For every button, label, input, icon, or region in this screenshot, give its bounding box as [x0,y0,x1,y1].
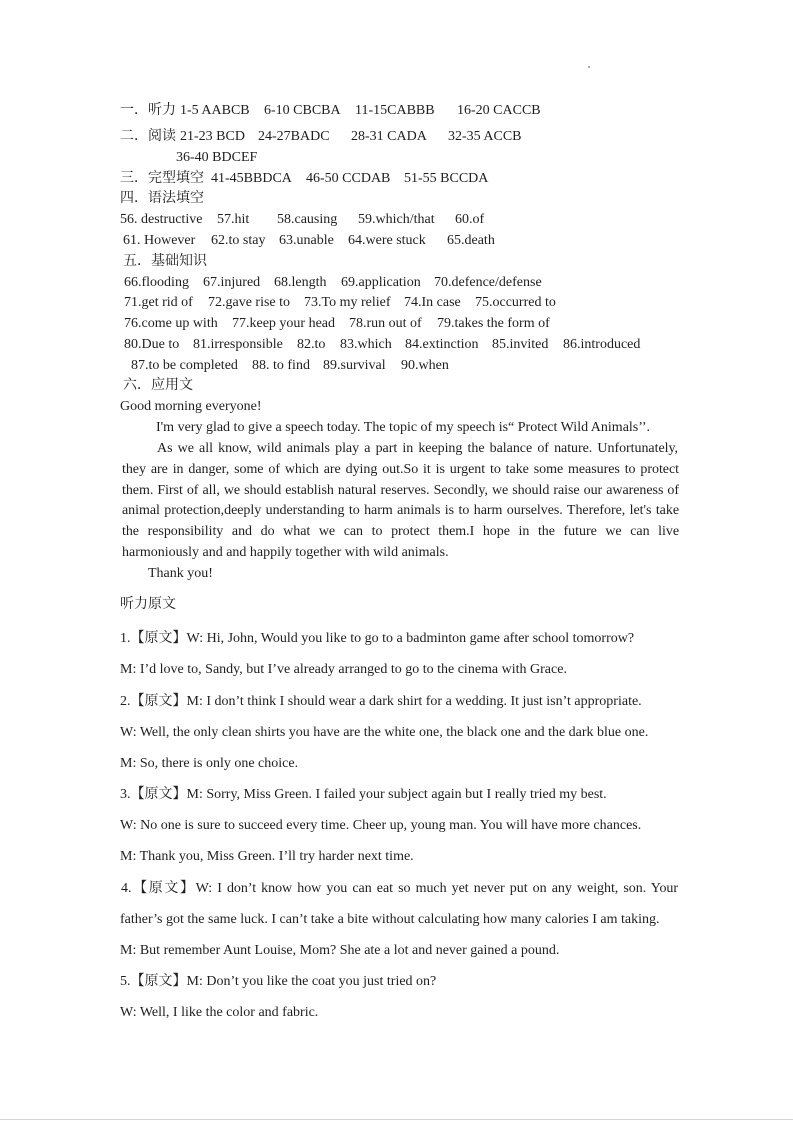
transcript-row [0,785,793,805]
section-label-reading: 二．阅读 [120,129,176,144]
speech-body-line: they are in danger, some of which are dying out.So it is urgent to take some measures to protect [122,462,679,477]
basics-answers-row-2 [0,293,793,313]
transcript-row [0,629,793,649]
transcript-row [0,972,793,992]
basics-answer: 89.survival [323,358,386,373]
listening-answer-group: 1-5 AABCB [180,103,250,118]
grammar-answer: 56. destructive [120,212,203,227]
basics-answer: 79.takes the form of [437,316,550,331]
basics-answer: 68.length [274,275,327,290]
section-label-cloze: 三．完型填空 [120,171,204,186]
transcript-line: M: Thank you, Miss Green. I’ll try harder next time. [120,849,414,864]
transcript-line: M: So, there is only one choice. [120,756,299,771]
speech-body-line: the responsibility and do what we can to protect them.I hope in the future we can live [122,524,679,539]
speech-intro-row [0,418,793,438]
basics-heading-row [0,252,793,272]
basics-answer: 83.which [340,337,392,352]
grammar-answer: 60.of [455,212,485,227]
cloze-answer-group: 46-50 CCDAB [306,171,391,186]
cloze-answers-row [0,169,793,189]
basics-answers-row-4 [0,335,793,355]
basics-answer: 66.flooding [124,275,189,290]
transcript-row [0,754,793,774]
basics-answers-row-1 [0,273,793,293]
transcript-row [0,941,793,961]
listening-answer-group: 6-10 CBCBA [264,103,341,118]
writing-heading-row [0,376,793,396]
transcript-line: M: But remember Aunt Louise, Mom? She ate a lot and never gained a pound. [120,943,560,958]
reading-answer-group: 28-31 CADA [351,129,427,144]
transcript-row [0,723,793,743]
basics-answer: 81.irresponsible [193,337,283,352]
transcript-line: W: No one is sure to succeed every time. Cheer up, young man. You will have more chances. [120,818,642,833]
speech-body-last-row [0,543,793,563]
grammar-answer: 61. However [123,233,196,248]
grammar-answer: 59.which/that [358,212,435,227]
transcript-row [0,816,793,836]
listening-answer-group: 11-15CABBB [355,103,435,118]
speech-intro: I'm very glad to give a speech today. The topic of my speech is“ Protect Wild Animals’’. [156,420,651,435]
basics-answer: 87.to be completed [131,358,238,373]
speech-closing: Thank you! [148,566,213,581]
speech-body-line: them. First of all, we should establish natural reserves. Secondly, we should raise our awareness of [122,483,679,498]
speech-closing-row [0,564,793,584]
reading-answer-group: 36-40 BDCEF [176,150,258,165]
section-label-writing: 六．应用文 [123,378,193,393]
basics-answer: 80.Due to [124,337,180,352]
basics-answer: 72.gave rise to [208,295,291,310]
grammar-answer: 63.unable [279,233,334,248]
reading-answer-group: 21-23 BCD [180,129,245,144]
transcript-line: 2.【原文】M: I don’t think I should wear a dark shirt for a wedding. It just isn’t appropriate. [120,694,642,709]
basics-answer: 90.when [401,358,449,373]
section-label-listening: 一．听力 [120,103,176,118]
basics-answer: 75.occurred to [475,295,556,310]
grammar-answer: 65.death [447,233,495,248]
transcript-line: 4.【原文】W: I don’t know how you can eat so much yet never put on any weight, son. Your [121,881,678,896]
transcript-row [0,692,793,712]
grammar-answer: 58.causing [277,212,338,227]
grammar-answer: 62.to stay [211,233,266,248]
transcript-line: W: Well, the only clean shirts you have are the white one, the black one and the dark blue one. [120,725,649,740]
basics-answer: 82.to [297,337,326,352]
basics-answer: 67.injured [203,275,261,290]
basics-answers-row-3 [0,314,793,334]
transcript-line: W: Well, I like the color and fabric. [120,1005,319,1020]
reading-answers-row-2 [0,148,793,168]
grammar-answer: 64.were stuck [348,233,426,248]
transcript-row [0,1003,793,1023]
listening-answer-group: 16-20 CACCB [457,103,541,118]
basics-answer: 84.extinction [405,337,479,352]
section-label-basics: 五．基础知识 [123,254,207,269]
speech-body-line: animal protection,deeply understanding to harm animals is to harm ourselves. Therefore, let's take [122,503,679,518]
transcript-line: 3.【原文】M: Sorry, Miss Green. I failed your subject again but I really tried my best. [120,787,607,802]
transcript-row [0,660,793,680]
transcript-row [0,910,793,930]
basics-answer: 69.application [341,275,421,290]
transcript-line: 1.【原文】W: Hi, John, Would you like to go to a badminton game after school tomorrow? [120,631,635,646]
basics-answer: 73.To my relief [304,295,391,310]
grammar-answers-row-2 [0,231,793,251]
reading-answers-row [0,127,793,147]
basics-answer: 86.introduced [563,337,641,352]
speech-greeting: Good morning everyone! [120,399,262,414]
basics-answer: 76.come up with [124,316,218,331]
page-bottom-rule [0,1119,793,1120]
listening-answers-row [0,101,793,121]
speech-body-line: As we all know, wild animals play a part in keeping the balance of nature. Unfortunately, [157,441,678,456]
page-corner-mark [588,66,590,68]
cloze-answer-group: 41-45BBDCA [211,171,292,186]
section-label-grammar: 四．语法填空 [120,191,204,206]
grammar-answers-row-1 [0,210,793,230]
transcript-title-row [0,595,793,615]
grammar-heading-row [0,189,793,209]
transcript-line: 5.【原文】M: Don’t you like the coat you just tried on? [120,974,437,989]
basics-answer: 74.In case [404,295,461,310]
reading-answer-group: 32-35 ACCB [448,129,522,144]
cloze-answer-group: 51-55 BCCDA [404,171,489,186]
basics-answer: 77.keep your head [232,316,336,331]
speech-body-line: harmoniously and and happily together with wild animals. [122,545,449,560]
basics-answers-row-5 [0,356,793,376]
transcript-title: 听力原文 [120,597,176,612]
transcript-line: M: I’d love to, Sandy, but I’ve already arranged to go to the cinema with Grace. [120,662,567,677]
speech-greeting-row [0,397,793,417]
basics-answer: 71.get rid of [124,295,193,310]
transcript-line: father’s got the same luck. I can’t take a bite without calculating how many calories I am taking. [120,912,660,927]
grammar-answer: 57.hit [217,212,250,227]
basics-answer: 70.defence/defense [434,275,542,290]
basics-answer: 88. to find [252,358,310,373]
reading-answer-group: 24-27BADC [258,129,330,144]
transcript-row [0,847,793,867]
basics-answer: 85.invited [492,337,549,352]
basics-answer: 78.run out of [349,316,422,331]
